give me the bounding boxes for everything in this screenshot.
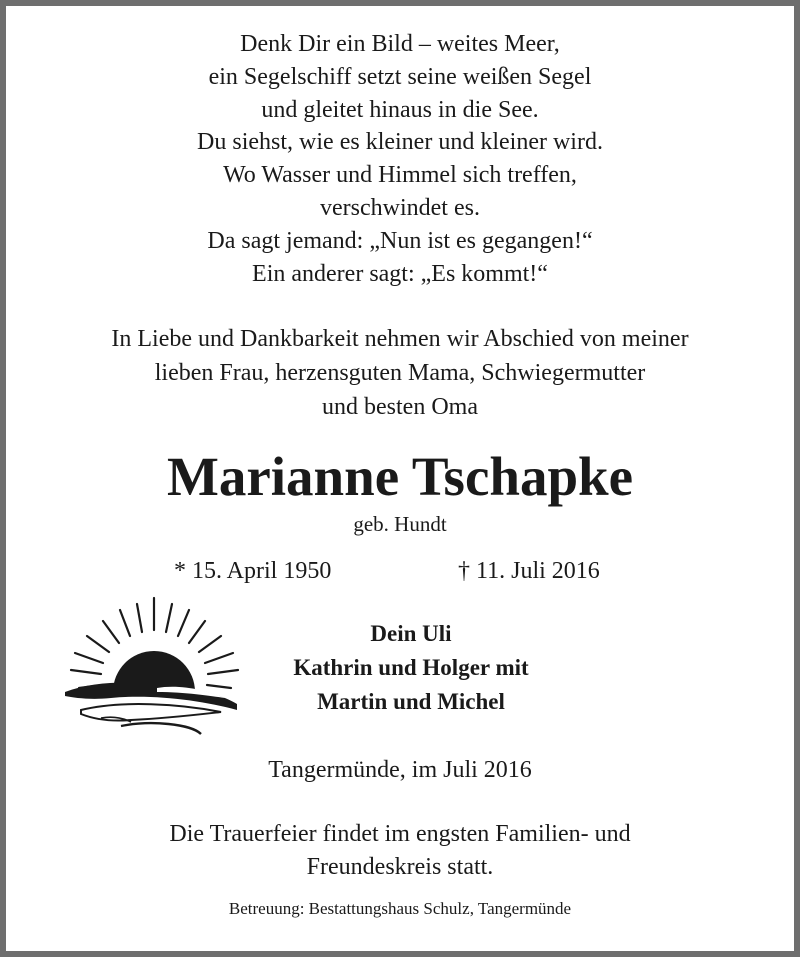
intro-line: In Liebe und Dankbarkeit nehmen wir Abschied von meiner [111,326,689,352]
funeral-home-credit: Betreuung: Bestattungshaus Schulz, Tangermünde [228,899,572,918]
poem-line: Denk Dir ein Bild – weites Meer, [240,31,560,57]
mourner-line: Kathrin und Holger mit [293,655,529,680]
place-and-date: Tangermünde, im Juli 2016 [268,757,532,783]
mourner-line: Dein Uli [370,621,452,646]
mourner-line: Martin und Michel [317,689,505,714]
farewell-intro [6,322,794,424]
obituary-card [6,6,794,951]
funeral-line: Die Trauerfeier findet im engsten Familien- und [169,821,631,847]
poem-line: Da sagt jemand: „Nun ist es gegangen!“ [207,227,593,254]
poem-line: und gleitet hinaus in die See. [261,96,539,123]
death-date: † 11. Juli 2016 [458,558,600,584]
poem-line: Wo Wasser und Himmel sich treffen, [223,162,577,189]
maiden-name: geb. Hundt [353,512,447,536]
mourners [236,617,586,719]
sunset-over-hills-icon [61,588,241,738]
poem-line: verschwindet es. [320,194,480,221]
poem-line: ein Segelschiff setzt seine weißen Segel [208,63,592,90]
funeral-notice [6,818,794,884]
intro-line: und besten Oma [322,394,478,420]
funeral-line: Freundeskreis statt. [306,854,494,880]
intro-line: lieben Frau, herzensguten Mama, Schwiegermutter [154,360,646,386]
deceased-name: Marianne Tschapke [166,446,634,507]
birth-date: * 15. April 1950 [174,558,332,584]
poem [6,28,794,290]
poem-line: Ein anderer sagt: „Es kommt!“ [252,260,548,287]
poem-line: Du siehst, wie es kleiner und kleiner wird. [197,129,603,156]
